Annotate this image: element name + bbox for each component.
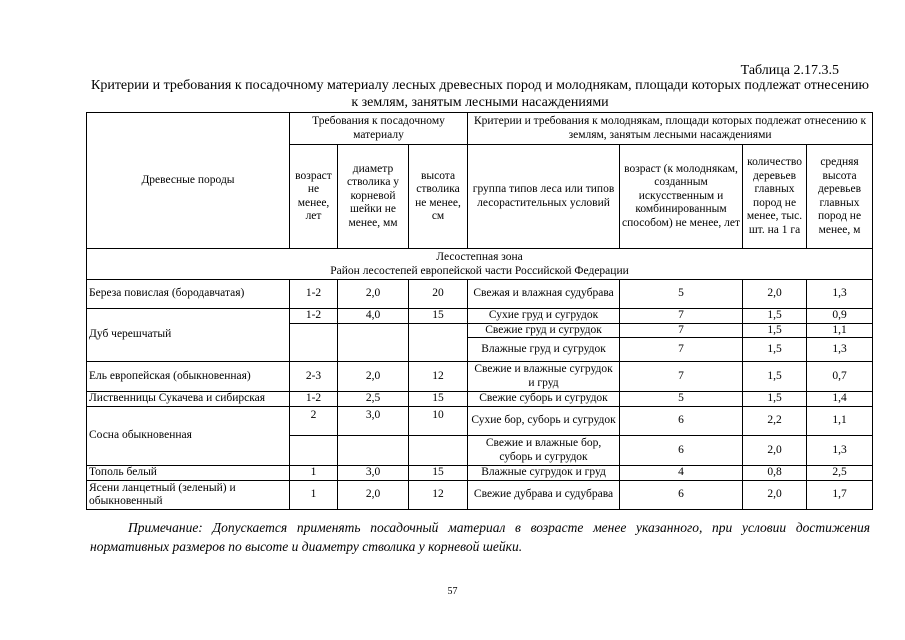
young-age-cell: 7 [620,309,743,324]
page-number: 57 [447,586,458,597]
header-forest-type: группа типов леса или типов лесорастительных условий [468,145,620,249]
header-planting-group: Требования к посадочному материалу [290,113,468,145]
avg-height-cell: 0,9 [807,309,873,324]
height-cell: 10 [409,407,468,436]
header-age: возраст не менее, лет [290,145,338,249]
diameter-cell: 2,0 [338,481,409,510]
young-age-cell: 5 [620,392,743,407]
avg-height-cell: 0,7 [807,362,873,392]
zone-line-1: Лесостепная зона [436,251,523,263]
height-cell: 12 [409,362,468,392]
count-cell: 2,0 [743,481,807,510]
diameter-cell: 4,0 [338,309,409,324]
young-age-cell: 7 [620,338,743,362]
table-note: Примечание: Допускается применять посадочный материал в возрасте менее указанного, при условии достижения нормативных размеров по высоте и диаметру стволика у корневой шейки. [90,520,870,554]
forest-type-cell: Сухие бор, суборь и сугрудок [468,407,620,436]
table-number: Таблица 2.17.3.5 [740,63,839,78]
count-cell: 2,0 [743,436,807,466]
avg-height-cell: 1,4 [807,392,873,407]
young-age-cell: 6 [620,436,743,466]
header-young-group: Критерии и требования к молоднякам, площади которых подлежат отнесению к землям, занятым лесными насаждениями [468,113,873,145]
age-cell: 1 [290,466,338,481]
zone-line-2: Район лесостепей европейской части Российской Федерации [330,265,629,277]
young-age-cell: 7 [620,323,743,338]
avg-height-cell: 1,3 [807,338,873,362]
age-cell: 2-3 [290,362,338,392]
young-age-cell: 7 [620,362,743,392]
avg-height-cell: 1,7 [807,481,873,510]
age-cell: 1-2 [290,309,338,324]
header-young-age: возраст (к молоднякам, созданным искусственным и комбинированным способом) не менее, лет [620,145,743,249]
age-cell: 1-2 [290,392,338,407]
species-cell: Тополь белый [87,466,290,481]
header-species: Древесные породы [87,113,290,249]
species-cell: Ясени ланцетный (зеленый) и обыкновенный [87,481,290,510]
forest-type-cell: Свежие дубрава и судубрава [468,481,620,510]
species-cell: Береза повислая (бородавчатая) [87,280,290,309]
height-cell: 15 [409,392,468,407]
avg-height-cell: 1,3 [807,436,873,466]
header-height: высота стволика не менее, см [409,145,468,249]
count-cell: 1,5 [743,323,807,338]
age-cell: 1 [290,481,338,510]
avg-height-cell: 2,5 [807,466,873,481]
diameter-cell-empty [338,323,409,362]
count-cell: 1,5 [743,338,807,362]
forest-type-cell: Свежие суборь и сугрудок [468,392,620,407]
avg-height-cell: 1,1 [807,407,873,436]
table-row [87,362,873,392]
header-row-1 [87,113,873,145]
table-row [87,407,873,436]
height-cell: 15 [409,466,468,481]
table-row [87,392,873,407]
table-row [87,309,873,324]
diameter-cell: 2,0 [338,362,409,392]
table-row [87,466,873,481]
young-age-cell: 5 [620,280,743,309]
count-cell: 2,2 [743,407,807,436]
diameter-cell: 2,0 [338,280,409,309]
count-cell: 1,5 [743,362,807,392]
forest-type-cell: Свежая и влажная судубрава [468,280,620,309]
criteria-table [86,112,873,510]
age-cell-empty [290,323,338,362]
young-age-cell: 4 [620,466,743,481]
age-cell: 2 [290,407,338,436]
age-cell: 1-2 [290,280,338,309]
count-cell: 1,5 [743,392,807,407]
diameter-cell-empty [338,436,409,466]
forest-type-cell: Сухие груд и сугрудок [468,309,620,324]
count-cell: 2,0 [743,280,807,309]
species-cell: Дуб черешчатый [87,309,290,362]
height-cell-empty [409,436,468,466]
height-cell: 12 [409,481,468,510]
species-cell: Лиственницы Сукачева и сибирская [87,392,290,407]
young-age-cell: 6 [620,407,743,436]
species-cell: Сосна обыкновенная [87,407,290,466]
count-cell: 1,5 [743,309,807,324]
zone-cell [87,249,873,280]
avg-height-cell: 1,3 [807,280,873,309]
header-count: количество деревьев главных пород не менее, тыс. шт. на 1 га [743,145,807,249]
height-cell: 20 [409,280,468,309]
diameter-cell: 3,0 [338,407,409,436]
forest-type-cell: Влажные груд и сугрудок [468,338,620,362]
header-avg-height: средняя высота деревьев главных пород не менее, м [807,145,873,249]
height-cell-empty [409,323,468,362]
age-cell-empty [290,436,338,466]
forest-type-cell: Влажные сугрудок и груд [468,466,620,481]
diameter-cell: 2,5 [338,392,409,407]
count-cell: 0,8 [743,466,807,481]
zone-row [87,249,873,280]
diameter-cell: 3,0 [338,466,409,481]
table-row [87,280,873,309]
header-diameter: диаметр стволика у корневой шейки не менее, мм [338,145,409,249]
table-row [87,481,873,510]
forest-type-cell: Свежие и влажные сугрудок и груд [468,362,620,392]
height-cell: 15 [409,309,468,324]
species-cell: Ель европейская (обыкновенная) [87,362,290,392]
avg-height-cell: 1,1 [807,323,873,338]
forest-type-cell: Свежие и влажные бор, суборь и сугрудок [468,436,620,466]
forest-type-cell: Свежие груд и сугрудок [468,323,620,338]
young-age-cell: 6 [620,481,743,510]
table-title: Критерии и требования к посадочному материалу лесных древесных пород и молоднякам, площади которых подлежат отнесению к землям, занятым лесными насаждениями [90,78,870,110]
